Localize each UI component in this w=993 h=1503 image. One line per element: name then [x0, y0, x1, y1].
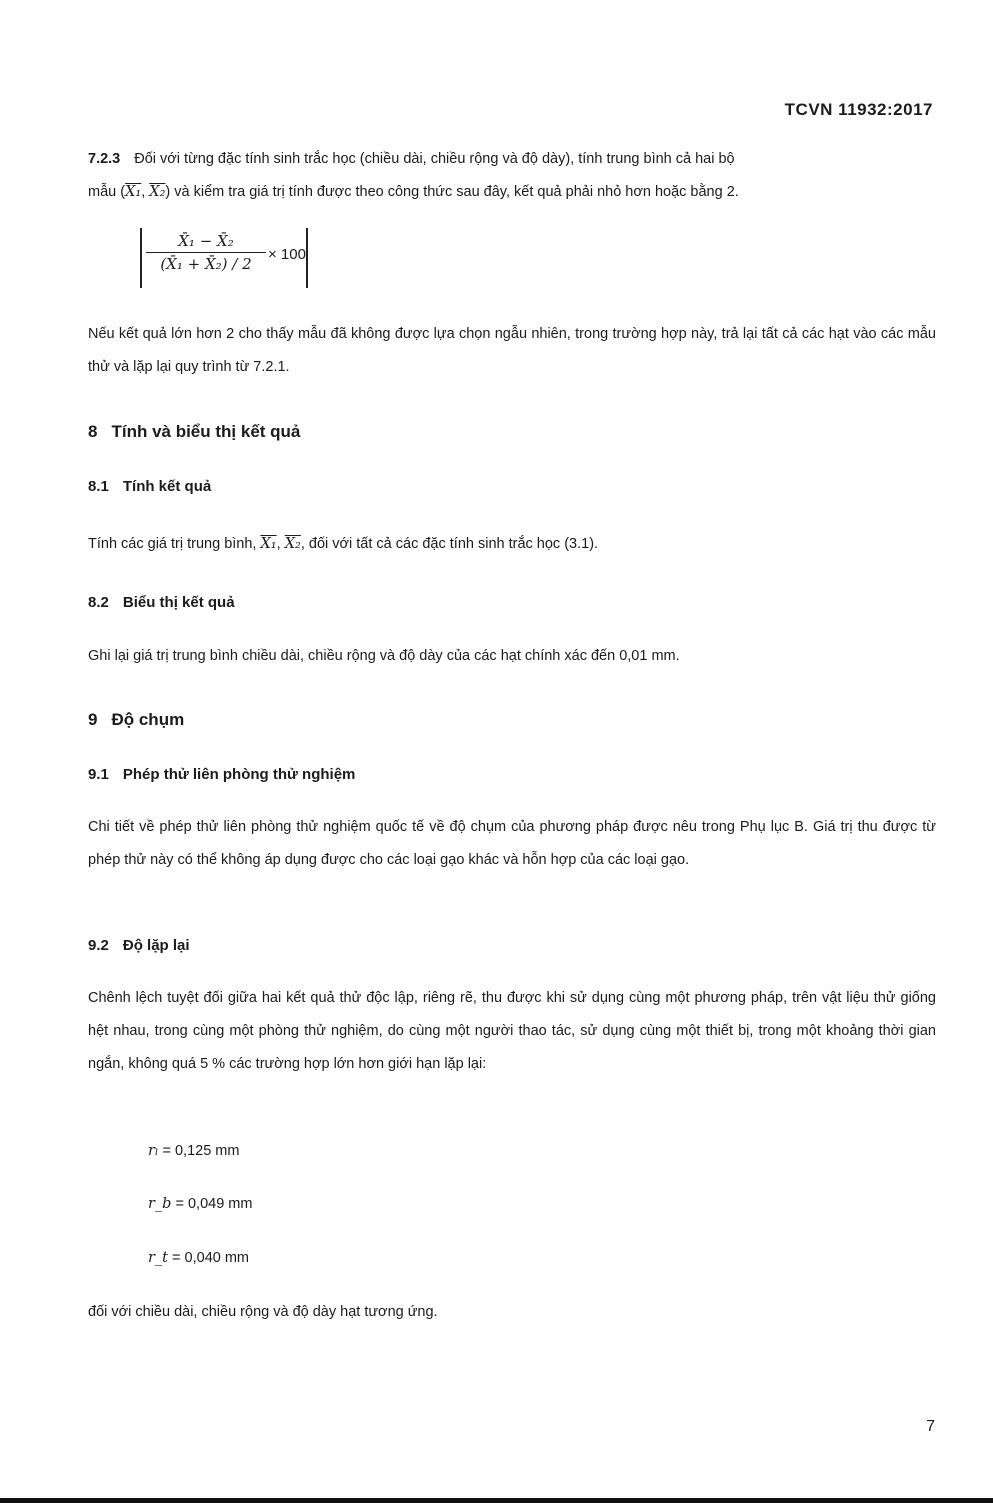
section-8-1-heading — [88, 478, 211, 495]
formula-fraction — [146, 232, 266, 273]
section-9-1-text: Chi tiết về phép thử liên phòng thử nghiệm quốc tế về độ chụm của phương pháp được nêu trong Phụ lục B. Giá trị thu được từ phép thử này có thể không áp dụng được cho các loại gạo khác và hỗn hợp của các loại gạo. — [88, 819, 936, 868]
symbol-x1: X₁ — [260, 536, 277, 552]
section-9-2-text: Chênh lệch tuyệt đối giữa hai kết quả thử độc lập, riêng rẽ, thu được khi sử dụng cùng một phương pháp, trên vật liệu thử giống hệt nhau, trong cùng một phòng thử nghiệm, do cùng một người thao tác, sử dụng cùng một thiết bị, trong một khoảng thời gian ngắn, không quá 5 % các trường hợp lớn hơn giới hạn lặp lại: — [88, 990, 936, 1072]
section-8-2-text: Ghi lại giá trị trung bình chiều dài, chiều rộng và độ dày của các hạt chính xác đến 0,01 mm. — [88, 648, 680, 664]
repeatability-thickness — [148, 1250, 249, 1266]
symbol-x1: X₁ — [125, 184, 142, 200]
formula-multiplier: × 100 — [268, 246, 306, 263]
scan-edge-line — [0, 1498, 993, 1503]
text-part-a: Tính các giá trị trung bình, — [88, 536, 257, 552]
repeatability-length — [148, 1143, 239, 1159]
value: = 0,049 mm — [171, 1196, 253, 1212]
section-number: 9.1 — [88, 766, 109, 783]
section-number: 8.2 — [88, 594, 109, 611]
section-title: Độ chụm — [111, 710, 185, 729]
symbol-comma: , — [141, 184, 150, 200]
value: = 0,040 mm — [168, 1250, 250, 1266]
symbol-x2: X₂ — [149, 184, 166, 200]
clause-text-line2b: ) và kiểm tra giá trị tính được theo công thức sau đây, kết quả phải nhỏ hơn hoặc bằng 2. — [165, 184, 739, 200]
section-9-2-heading — [88, 937, 190, 954]
symbol-x2: X₂ — [284, 536, 301, 552]
section-title: Độ lặp lại — [122, 937, 190, 954]
clause-number: 7.2.3 — [88, 151, 121, 167]
symbol-r-breadth: r_b — [148, 1196, 172, 1212]
note-paragraph: Nếu kết quả lớn hơn 2 cho thấy mẫu đã không được lựa chọn ngẫu nhiên, trong trường hợp này, trả lại tất cả các hạt vào các mẫu thử và lặp lại quy trình từ 7.2.1. — [88, 326, 936, 375]
abs-bar-right — [306, 228, 308, 288]
repeatability-breadth — [148, 1196, 252, 1212]
section-number: 9 — [88, 710, 98, 729]
page-number: 7 — [926, 1418, 935, 1435]
symbol-r-length: rₗ — [148, 1143, 159, 1159]
section-9-heading — [88, 710, 184, 730]
formula-denominator: (X̄₁ + X̄₂) / 2 — [160, 255, 252, 273]
section-number: 8 — [88, 422, 98, 441]
section-number: 9.2 — [88, 937, 109, 954]
clause-7-2-3 — [88, 143, 936, 209]
clause-text-line2a: mẫu ( — [88, 184, 126, 200]
standard-number: TCVN 11932:2017 — [784, 100, 933, 119]
section-title: Biểu thị kết quả — [122, 594, 235, 611]
symbol-comma: , — [276, 536, 285, 552]
section-title: Phép thử liên phòng thử nghiệm — [122, 766, 356, 783]
text-part-b: , đối với tất cả các đặc tính sinh trắc học (3.1). — [300, 536, 599, 552]
section-8-heading — [88, 422, 300, 442]
section-title: Tính và biểu thị kết quả — [111, 422, 301, 441]
section-8-2-heading — [88, 594, 235, 611]
abs-bar-left — [140, 228, 142, 288]
value: = 0,125 mm — [158, 1143, 240, 1159]
closing-text: đối với chiều dài, chiều rộng và độ dày hạt tương ứng. — [88, 1304, 438, 1320]
section-9-1-heading — [88, 766, 355, 783]
section-title: Tính kết quả — [122, 478, 212, 495]
symbol-r-thickness: r_t — [148, 1250, 169, 1266]
formula-numerator: X̄₁ − X̄₂ — [146, 232, 266, 253]
clause-text-line1: Đối với từng đặc tính sinh trắc học (chiều dài, chiều rộng và độ dày), tính trung bình cả hai bộ — [134, 151, 735, 167]
formula — [140, 228, 312, 288]
section-number: 8.1 — [88, 478, 109, 495]
section-8-1-text — [88, 528, 936, 561]
